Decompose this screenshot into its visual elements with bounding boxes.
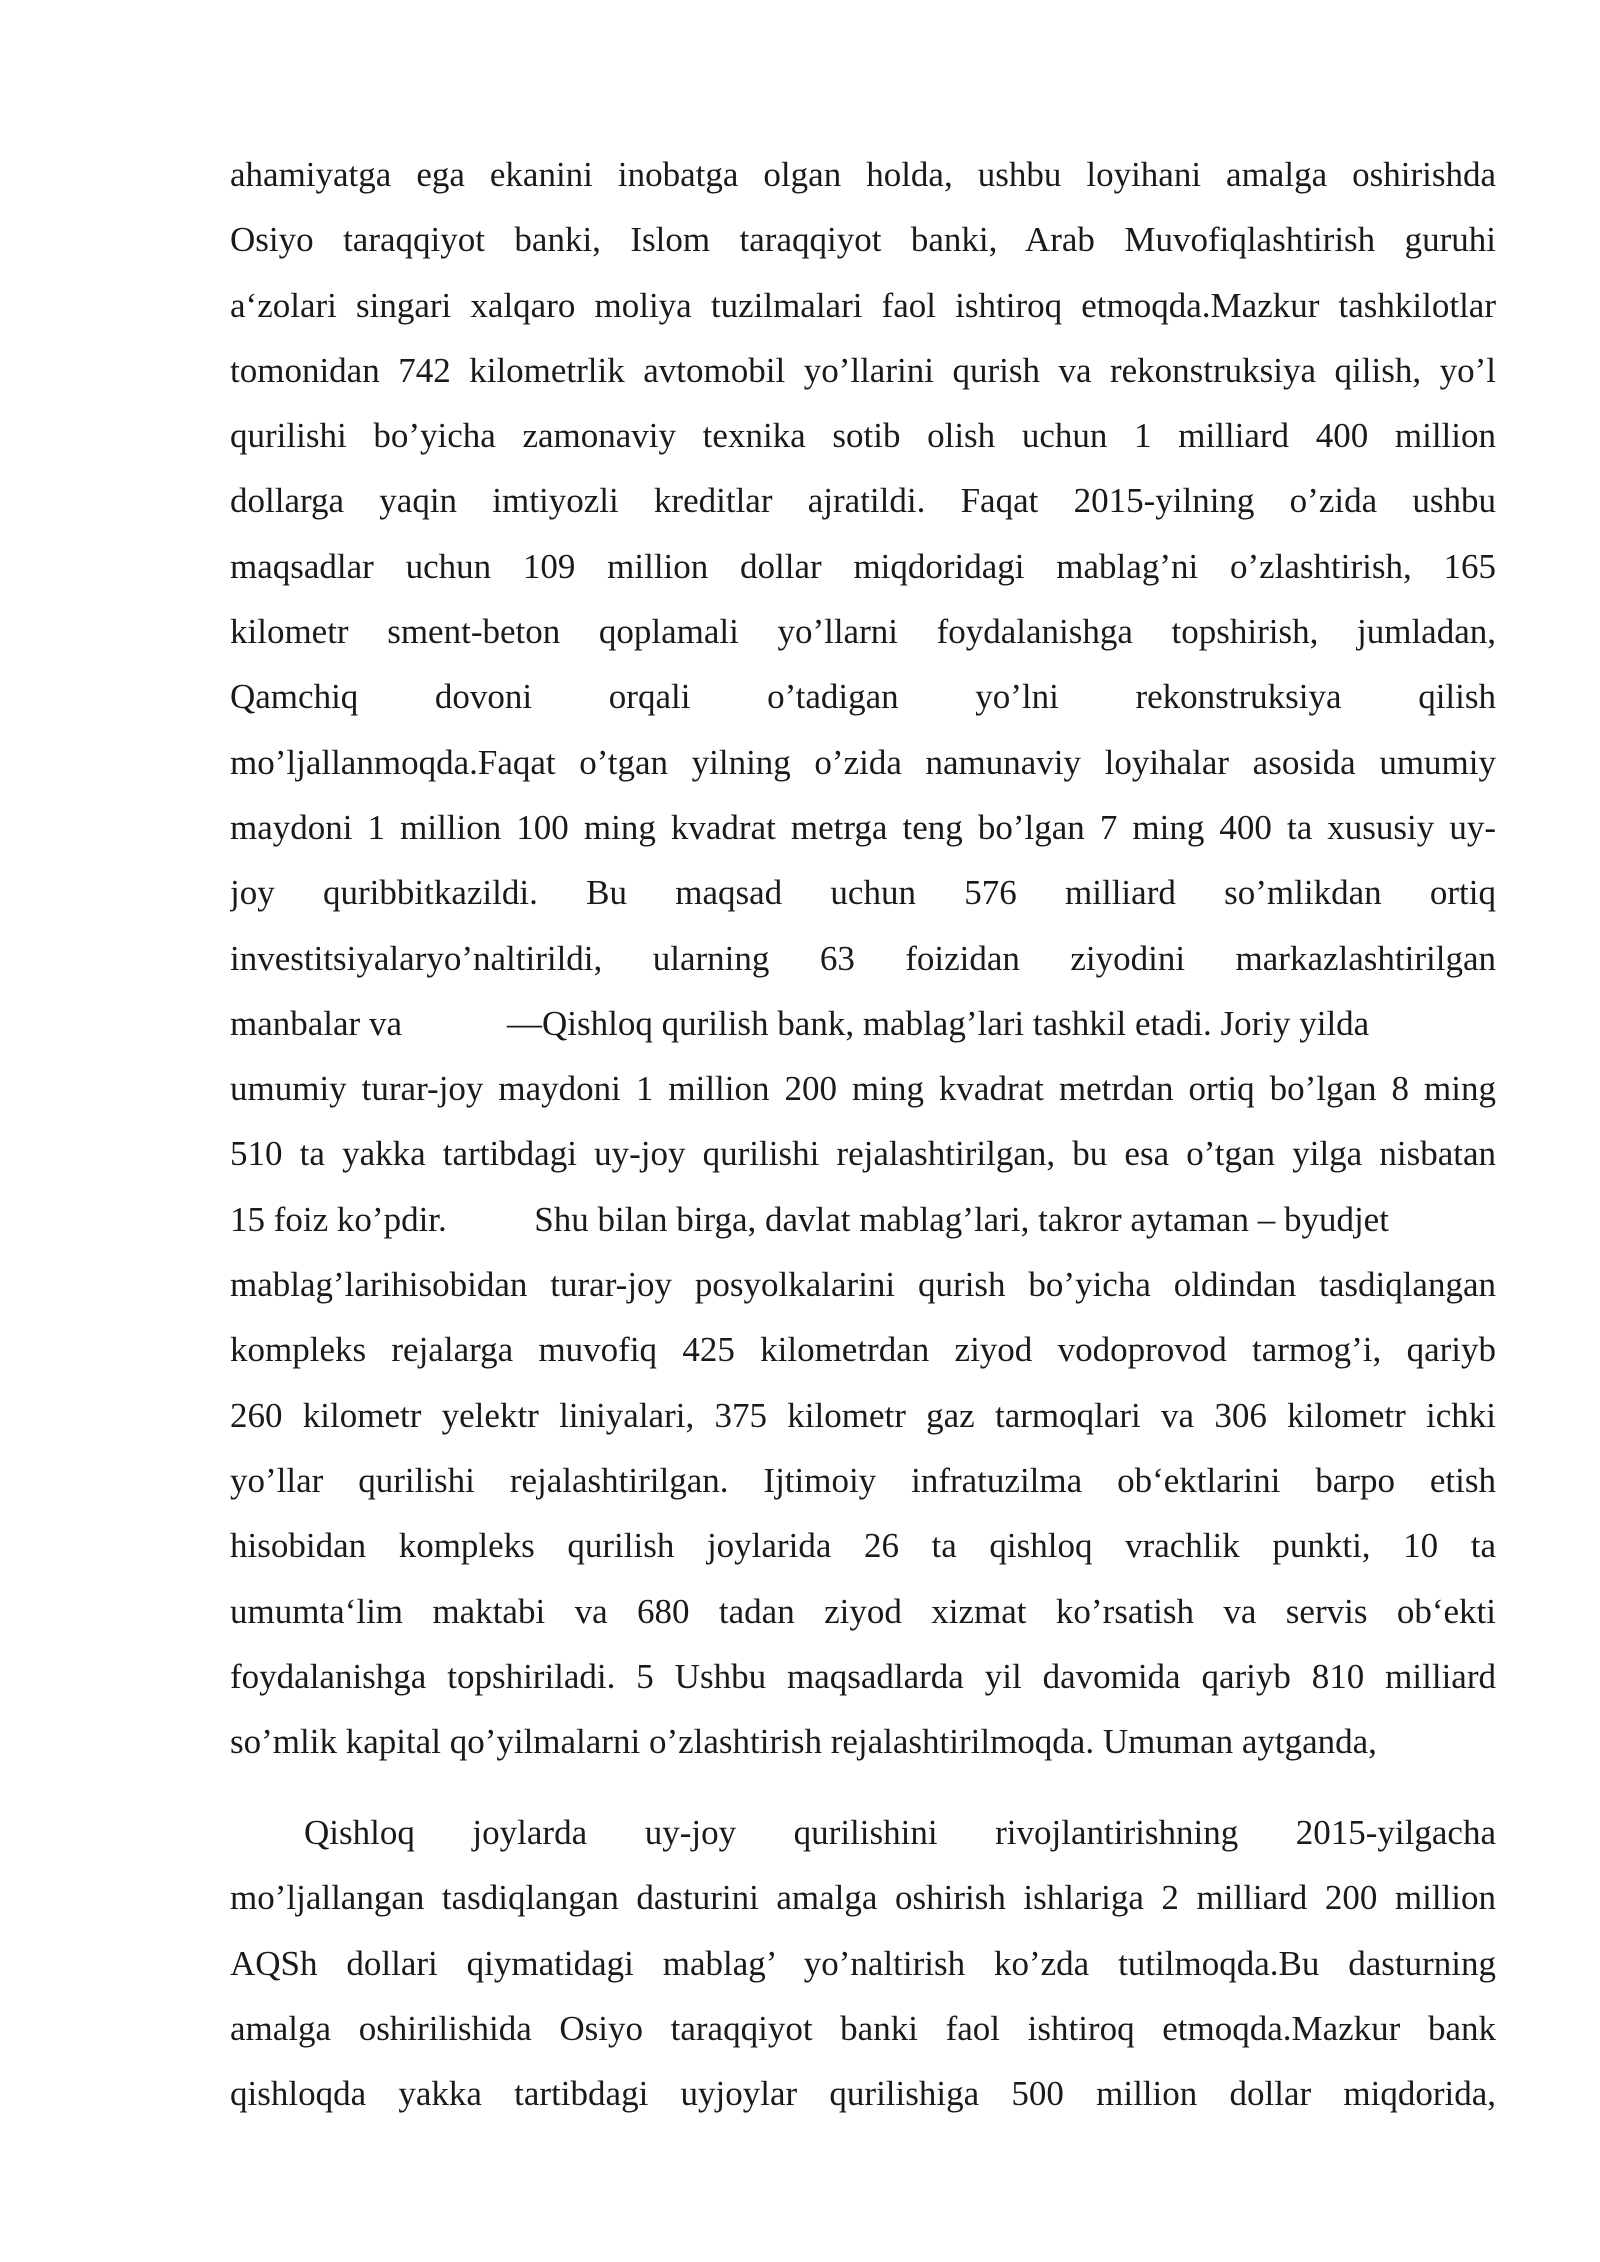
text-line: Qishloq joylarda uy-joy qurilishini rivojlantirishning 2015-yilgacha <box>304 1813 1496 1852</box>
text-line: mablag’larihisobidan turar-joy posyolkalarini qurish bo’yicha oldindan tasdiqlangan <box>230 1265 1496 1305</box>
text-line: mo’ljallangan tasdiqlangan dasturini amalga oshirish ishlariga 2 milliard 200 million <box>230 1878 1496 1918</box>
text-line: maqsadlar uchun 109 million dollar miqdoridagi mablag’ni o’zlashtirish, 165 <box>230 546 1496 586</box>
text-line: qurilishi bo’yicha zamonaviy texnika sotib olish uchun 1 milliard 400 million <box>230 416 1496 456</box>
text-line: maydoni 1 million 100 ming kvadrat metrga teng bo’lgan 7 ming 400 ta xususiy uy- <box>230 807 1496 847</box>
text-line: umumta‘lim maktabi va 680 tadan ziyod xizmat ko’rsatish va servis ob‘ekti <box>230 1591 1496 1631</box>
text-line: Qamchiq dovoni orqali o’tadigan yo’lni rekonstruksiya qilish <box>230 677 1496 717</box>
text-line: 510 ta yakka tartibdagi uy-joy qurilishi rejalashtirilgan, bu esa o’tgan yilga nisbatan <box>230 1134 1496 1174</box>
text-line: joy quribbitkazildi. Bu maqsad uchun 576 milliard so’mlikdan ortiq <box>230 873 1496 913</box>
paragraph-2 <box>230 1800 1496 2126</box>
text-line: so’mlik kapital qo’yilmalarni o’zlashtirish rejalashtirilmoqda. Umuman aytganda, <box>230 1722 1377 1762</box>
text-line: kilometr sment-beton qoplamali yo’llarni foydalanishga topshirish, jumladan, <box>230 612 1496 652</box>
text-line: kompleks rejalarga muvofiq 425 kilometrdan ziyod vodoprovod tarmog’i, qariyb <box>230 1330 1496 1370</box>
text-line: 260 kilometr yelektr liniyalari, 375 kilometr gaz tarmoqlari va 306 kilometr ichki <box>230 1395 1496 1435</box>
text-line: AQSh dollari qiymatidagi mablag’ yo’naltirish ko’zda tutilmoqda.Bu dasturning <box>230 1943 1496 1983</box>
text-line: manbalar va ―Qishloq qurilish bank, mablag’lari tashkil etadi. Joriy yilda <box>230 1003 1370 1043</box>
text-line: hisobidan kompleks qurilish joylarida 26 ta qishloq vrachlik punkti, 10 ta <box>230 1526 1496 1566</box>
text-line: 15 foiz ko’pdir. Shu bilan birga, davlat mablag’lari, takror aytaman – byudjet <box>230 1199 1389 1239</box>
text-line: qishloqda yakka tartibdagi uyjoylar qurilishiga 500 million dollar miqdorida, <box>230 2074 1496 2114</box>
text-line: yo’llar qurilishi rejalashtirilgan. Ijtimoiy infratuzilma ob‘ektlarini barpo etish <box>230 1460 1496 1500</box>
text-line: amalga oshirilishida Osiyo taraqqiyot banki faol ishtiroq etmoqda.Mazkur bank <box>230 2008 1496 2048</box>
text-line: a‘zolari singari xalqaro moliya tuzilmalari faol ishtiroq etmoqda.Mazkur tashkilotlar <box>230 285 1496 325</box>
text-line: investitsiyalaryo’naltirildi, ularning 63 foizidan ziyodini markazlashtirilgan <box>230 938 1496 978</box>
text-line: tomonidan 742 kilometrlik avtomobil yo’llarini qurish va rekonstruksiya qilish, yo’l <box>230 350 1496 390</box>
paragraph-1 <box>230 142 1496 1774</box>
text-line: umumiy turar-joy maydoni 1 million 200 ming kvadrat metrdan ortiq bo’lgan 8 ming <box>230 1069 1496 1109</box>
text-line: Osiyo taraqqiyot banki, Islom taraqqiyot banki, Arab Muvofiqlashtirish guruhi <box>230 220 1496 260</box>
text-line: foydalanishga topshiriladi. 5 Ushbu maqsadlarda yil davomida qariyb 810 milliard <box>230 1656 1496 1696</box>
text-line: mo’ljallanmoqda.Faqat o’tgan yilning o’zida namunaviy loyihalar asosida umumiy <box>230 742 1496 782</box>
text-line: ahamiyatga ega ekanini inobatga olgan holda, ushbu loyihani amalga oshirishda <box>230 155 1496 194</box>
text-line: dollarga yaqin imtiyozli kreditlar ajratildi. Faqat 2015-yilning o’zida ushbu <box>230 481 1496 521</box>
